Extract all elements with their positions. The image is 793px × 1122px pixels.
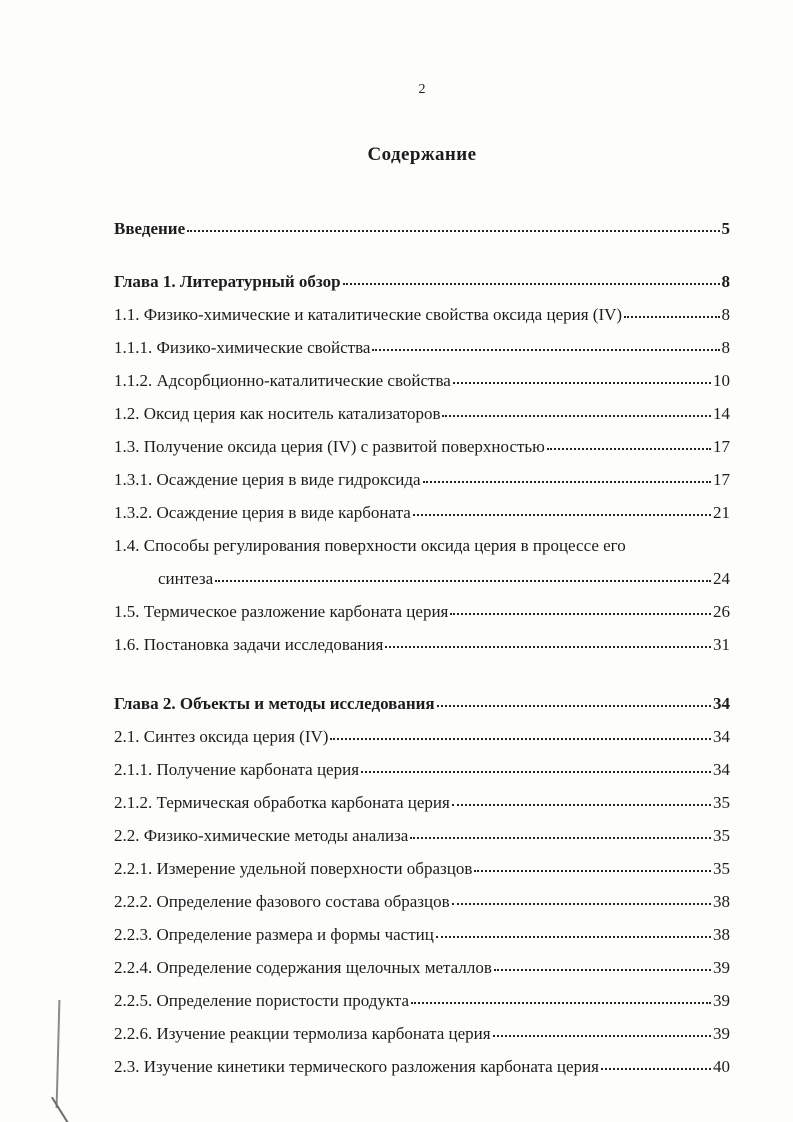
- dot-leader: [494, 969, 711, 971]
- scan-edge-artifact: [56, 1000, 61, 1108]
- toc-entry-page: 34: [713, 694, 730, 713]
- page-number: 2: [418, 82, 426, 97]
- dot-leader: [411, 1002, 711, 1004]
- toc-entry-page: 31: [713, 635, 730, 654]
- toc-entry: [114, 331, 730, 364]
- toc-entry: [114, 951, 730, 984]
- toc-entry-label: 2.2.4. Определение содержания щелочных металлов: [114, 958, 492, 977]
- toc-entry-label: 2.1.1. Получение карбоната церия: [114, 760, 360, 779]
- toc-entry-page: 14: [713, 404, 730, 423]
- toc-entry: [114, 298, 730, 331]
- toc-entry-page: 35: [713, 859, 730, 878]
- dot-leader: [452, 903, 711, 905]
- toc-entry-page: 35: [713, 793, 730, 812]
- toc-entry-label: 1.2. Оксид церия как носитель катализаторов: [114, 404, 441, 423]
- toc-entry: [114, 463, 730, 496]
- toc-entry-label: 1.3. Получение оксида церия (IV) с развитой поверхностью: [114, 437, 545, 456]
- dot-leader: [372, 349, 719, 351]
- toc-entry-page: 5: [721, 219, 730, 238]
- toc-entry-label: 1.1. Физико-химические и каталитические свойства оксида церия (IV): [114, 305, 623, 324]
- page-content: [114, 0, 730, 1083]
- toc-entry-page: 21: [713, 503, 730, 522]
- toc-entry-label: 1.3.1. Осаждение церия в виде гидроксида: [114, 470, 421, 489]
- toc-entry: [114, 628, 730, 661]
- dot-leader: [624, 316, 719, 318]
- toc-entry: [114, 852, 730, 885]
- toc-entry-page: 26: [713, 602, 730, 621]
- toc-entry-label: Глава 1. Литературный обзор: [114, 272, 341, 291]
- toc-entry-label: 2.2.5. Определение пористости продукта: [114, 991, 410, 1010]
- toc-entry-page: 39: [713, 991, 730, 1010]
- toc-entry-label: 2.2.3. Определение размера и формы частиц: [114, 925, 434, 944]
- toc-entry-page: 35: [713, 826, 730, 845]
- toc-entry: [114, 397, 730, 430]
- toc-entry-page: 38: [713, 925, 730, 944]
- toc-entry: [114, 819, 730, 852]
- toc-entry-label: 1.1.1. Физико-химические свойства: [114, 338, 371, 357]
- toc-entry-label: 2.2.6. Изучение реакции термолиза карбоната церия: [114, 1024, 491, 1043]
- toc-entry-label: 1.6. Постановка задачи исследования: [114, 635, 384, 654]
- toc-entry-page: 34: [713, 760, 730, 779]
- toc-entry: [114, 496, 730, 529]
- toc-entry-label: Введение: [114, 219, 186, 238]
- dot-leader: [330, 738, 711, 740]
- toc-entry-page: 39: [713, 1024, 730, 1043]
- toc-entry-page: 10: [713, 371, 730, 390]
- toc-entry-label: 1.3.2. Осаждение церия в виде карбоната: [114, 503, 411, 522]
- dot-leader: [601, 1068, 711, 1070]
- toc-entry-continuation: [114, 562, 730, 595]
- toc-entry-label: синтеза: [158, 569, 214, 588]
- toc-entry-page: 8: [721, 272, 730, 291]
- dot-leader: [423, 481, 711, 483]
- toc-entry: [114, 595, 730, 628]
- toc-title: Содержание: [367, 144, 477, 165]
- toc-entry: [114, 885, 730, 918]
- toc-entry-label: 2.2.2. Определение фазового состава образцов: [114, 892, 450, 911]
- toc-entry-label: 2.1.2. Термическая обработка карбоната церия: [114, 793, 450, 812]
- table-of-contents: [114, 212, 730, 1083]
- toc-entry: [114, 265, 730, 298]
- dot-leader: [343, 283, 720, 285]
- toc-entry-label: 1.1.2. Адсорбционно-каталитические свойства: [114, 371, 451, 390]
- dot-leader: [361, 771, 711, 773]
- toc-entry-label: 2.1. Синтез оксида церия (IV): [114, 727, 329, 746]
- toc-entry: [114, 687, 730, 720]
- toc-entry-label: 2.2. Физико-химические методы анализа: [114, 826, 409, 845]
- toc-entry: [114, 918, 730, 951]
- scan-corner-artifact: [51, 1097, 75, 1122]
- dot-leader: [436, 936, 711, 938]
- toc-entry: [114, 430, 730, 463]
- toc-entry-label: 2.3. Изучение кинетики термического разложения карбоната церия: [114, 1057, 599, 1076]
- toc-entry-page: 17: [713, 437, 730, 456]
- toc-entry-label: Глава 2. Объекты и методы исследования: [114, 694, 435, 713]
- dot-leader: [410, 837, 711, 839]
- dot-leader: [450, 613, 711, 615]
- toc-entry: [114, 1050, 730, 1083]
- toc-entry: [114, 212, 730, 245]
- dot-leader: [453, 382, 711, 384]
- toc-entry: [114, 984, 730, 1017]
- toc-entry: [114, 364, 730, 397]
- toc-entry: [114, 786, 730, 819]
- dot-leader: [547, 448, 711, 450]
- dot-leader: [413, 514, 711, 516]
- toc-entry-page: 40: [713, 1057, 730, 1076]
- toc-entry-page: 24: [713, 569, 730, 588]
- toc-entry-page: 8: [721, 305, 730, 324]
- toc-entry: [114, 529, 730, 562]
- dot-leader: [187, 230, 719, 232]
- toc-entry-label: 1.4. Способы регулирования поверхности оксида церия в процессе его: [114, 536, 626, 555]
- toc-entry: [114, 1017, 730, 1050]
- dot-leader: [474, 870, 711, 872]
- toc-entry: [114, 753, 730, 786]
- dot-leader: [452, 804, 711, 806]
- dot-leader: [385, 646, 711, 648]
- toc-entry-page: 8: [721, 338, 730, 357]
- toc-entry-page: 38: [713, 892, 730, 911]
- dot-leader: [493, 1035, 711, 1037]
- toc-entry-page: 34: [713, 727, 730, 746]
- toc-entry-label: 2.2.1. Измерение удельной поверхности образцов: [114, 859, 473, 878]
- toc-entry-label: 1.5. Термическое разложение карбоната церия: [114, 602, 449, 621]
- toc-entry: [114, 720, 730, 753]
- toc-entry-page: 17: [713, 470, 730, 489]
- dot-leader: [215, 580, 711, 582]
- dot-leader: [437, 705, 711, 707]
- dot-leader: [442, 415, 711, 417]
- toc-entry-page: 39: [713, 958, 730, 977]
